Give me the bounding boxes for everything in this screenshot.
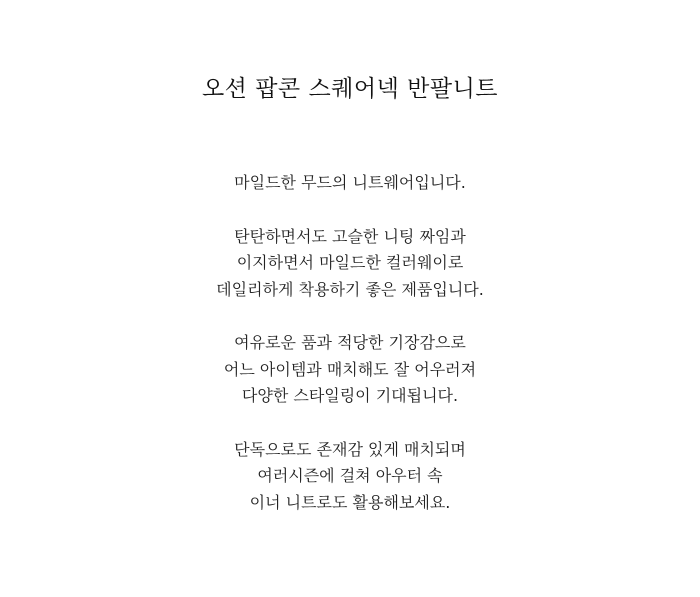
description-line: 다양한 스타일링이 기대됩니다.	[241, 386, 459, 405]
description-paragraph	[0, 224, 700, 304]
product-title: 오션 팝콘 스퀘어넥 반팔니트	[201, 76, 499, 102]
description-paragraph	[0, 170, 700, 197]
description-line: 이지하면서 마일드한 컬러웨이로	[236, 253, 464, 272]
description-line: 마일드한 무드의 니트웨어입니다.	[234, 173, 466, 192]
description-line: 여러시즌에 걸쳐 아우터 속	[257, 466, 443, 485]
description-body	[0, 170, 700, 543]
description-line: 탄탄하면서도 고슬한 니팅 짜임과	[234, 226, 466, 246]
description-paragraph	[0, 437, 700, 517]
description-line: 데일리하게 착용하기 좋은 제품입니다.	[216, 279, 484, 299]
description-line: 이너 니트로도 활용해보세요.	[249, 492, 451, 512]
description-paragraph	[0, 330, 700, 410]
description-line: 여유로운 품과 적당한 기장감으로	[234, 333, 466, 352]
description-line: 어느 아이템과 매치해도 잘 어우러져	[223, 359, 477, 379]
description-line: 단독으로도 존재감 있게 매치되며	[234, 439, 466, 459]
